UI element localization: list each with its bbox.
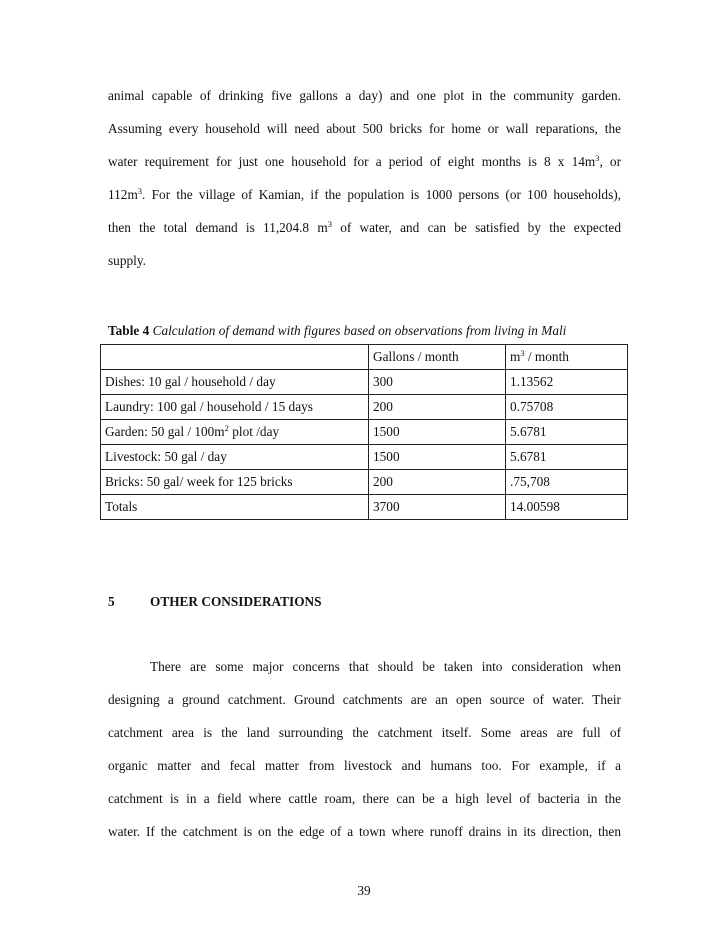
- table-cell: 200: [369, 395, 506, 420]
- superscript: 3: [595, 153, 600, 163]
- table-row-totals: [101, 495, 628, 520]
- text-run: Garden: 50 gal / 100m: [105, 424, 225, 439]
- superscript: 3: [520, 348, 525, 358]
- table-caption-text: Calculation of demand with figures based on observations from living in Mali: [152, 323, 567, 338]
- table-cell: 3700: [369, 495, 506, 520]
- text-run: , or: [599, 154, 621, 169]
- text-run: / month: [524, 349, 569, 364]
- table-header-cell: [506, 345, 628, 370]
- table-cell: Livestock: 50 gal / day: [101, 445, 369, 470]
- table-row: [101, 370, 628, 395]
- table-header-cell: [101, 345, 369, 370]
- table-cell: 0.75708: [506, 395, 628, 420]
- body-text-line: [108, 187, 621, 203]
- body-text-line: [108, 154, 621, 170]
- table-cell: 5.6781: [506, 420, 628, 445]
- table-cell: 1.13562: [506, 370, 628, 395]
- table-row: [101, 420, 628, 445]
- section-title: OTHER CONSIDERATIONS: [150, 594, 322, 609]
- table-cell: Dishes: 10 gal / household / day: [101, 370, 369, 395]
- body-text-line: catchment is in a field where cattle roam, there can be a high level of bacteria in the: [108, 791, 621, 806]
- table-cell: [101, 420, 369, 445]
- table-cell: 14.00598: [506, 495, 628, 520]
- table-caption-label: Table 4: [108, 323, 150, 338]
- table-cell: 300: [369, 370, 506, 395]
- text-run: . For the village of Kamian, if the population is 1000 persons (or 100 households),: [142, 187, 621, 202]
- text-run: water requirement for just one household for a period of eight months is 8 x 14m: [108, 154, 596, 169]
- table-caption: [108, 323, 628, 339]
- text-run: m: [510, 349, 521, 364]
- table-cell: Laundry: 100 gal / household / 15 days: [101, 395, 369, 420]
- body-text-line: organic matter and fecal matter from livestock and humans too. For example, if a: [108, 758, 621, 773]
- text-run: plot /day: [228, 424, 280, 439]
- body-text-line: water. If the catchment is on the edge of a town where runoff drains in its direction, then: [108, 824, 621, 839]
- table-cell: Totals: [101, 495, 369, 520]
- table-cell: .75,708: [506, 470, 628, 495]
- table-row: [101, 445, 628, 470]
- text-run: of water, and can be satisfied by the expected: [331, 220, 621, 235]
- table-cell: 5.6781: [506, 445, 628, 470]
- table-row: [101, 395, 628, 420]
- text-run: 112m: [108, 187, 138, 202]
- demand-table: [100, 344, 628, 520]
- section-number: 5: [108, 594, 115, 609]
- table-cell: Bricks: 50 gal/ week for 125 bricks: [101, 470, 369, 495]
- table-cell: 1500: [369, 420, 506, 445]
- page-number: 39: [357, 883, 371, 898]
- body-text-line: animal capable of drinking five gallons a day) and one plot in the community garden.: [108, 88, 621, 103]
- text-run: then the total demand is 11,204.8 m: [108, 220, 328, 235]
- superscript: 3: [137, 186, 143, 196]
- body-text-line: [108, 220, 621, 236]
- body-text-line: Assuming every household will need about 500 bricks for home or wall reparations, the: [108, 121, 621, 136]
- body-text-line: There are some major concerns that should be taken into consideration when: [150, 659, 621, 674]
- table-header-row: [101, 345, 628, 370]
- body-text-line: designing a ground catchment. Ground catchments are an open source of water. Their: [108, 692, 621, 707]
- body-text-line: catchment area is the land surrounding the catchment itself. Some areas are full of: [108, 725, 621, 740]
- table-header-cell: Gallons / month: [369, 345, 506, 370]
- table-row: [101, 470, 628, 495]
- body-text-line: supply.: [108, 253, 146, 268]
- superscript: 3: [327, 219, 332, 229]
- table-cell: 200: [369, 470, 506, 495]
- table-cell: 1500: [369, 445, 506, 470]
- superscript: 2: [224, 423, 229, 433]
